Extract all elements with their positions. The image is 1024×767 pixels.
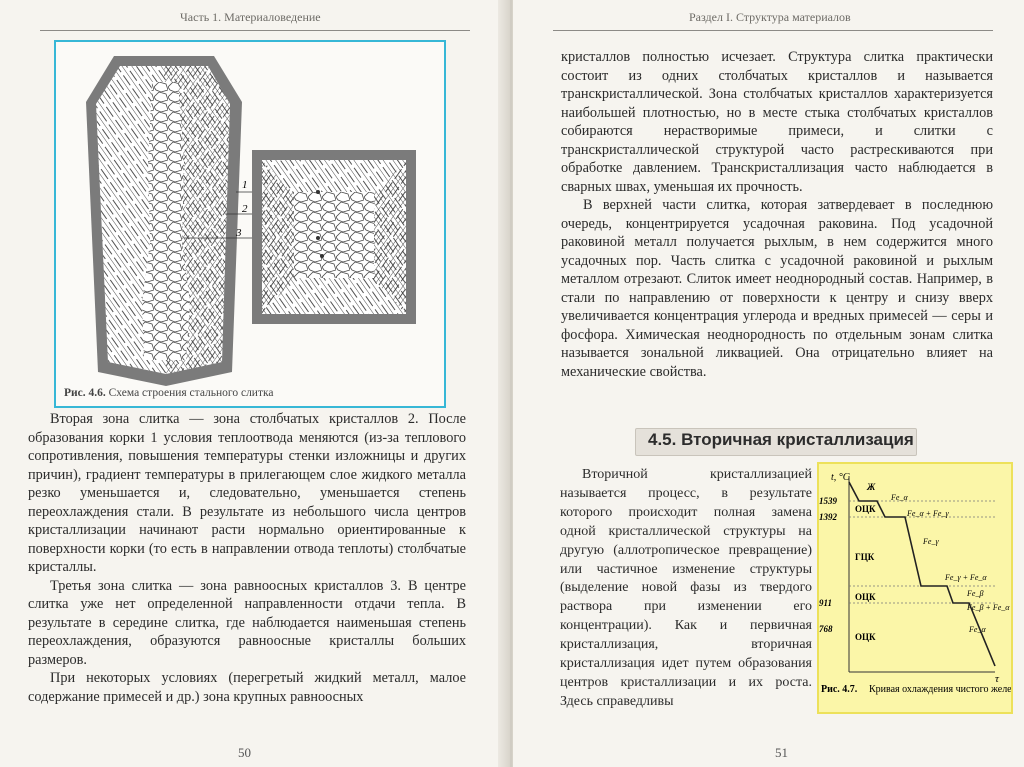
cooling-curve-chart: [817, 462, 1013, 714]
curve-label-fe-gamma-alpha: Fe_γ + Fe_α: [945, 573, 987, 582]
curve-label-fe-beta-alpha: Fe_β + Fe_α: [967, 603, 1010, 612]
x-axis-label: τ: [995, 673, 999, 685]
tick-1539: 1539: [819, 496, 837, 506]
curve-label-fe-alpha-gamma: Fe_α + Fe_γ: [907, 509, 949, 518]
section-title: 4.5. Вторичная кристаллизация: [648, 430, 914, 449]
secondary-crystallization-text: [560, 466, 812, 712]
page-number: 50: [238, 745, 251, 760]
figure-ingot-structure: [54, 40, 446, 408]
paragraph-third-zone: Третья зона слитка — зона равноосных кристаллов 3. В центре слитка уже нет определенной направленности отдачи тепла. В результате в середине слитка, где наблюдается наименьшая степень переохлаждения, образуются равноосные кристаллы больших размеров.: [28, 577, 466, 668]
phase-bcc-delta: ОЦК: [855, 504, 876, 514]
tick-768: 768: [819, 624, 833, 634]
chart-caption-label: Рис. 4.7.: [821, 684, 858, 695]
curve-label-fe-gamma: Fe_γ: [923, 537, 939, 546]
paragraph-secondary: Вторичной кристаллизацией называется процесс, в результате которого происходит полная замена одной кристаллической структуры на другую (аллотропическое превращение) или частичное изменение структуры (выделение новой фазы из твердого раствора при изменении его концентрации). Как и первичная кристаллизация, вторичная кристаллизация идет путем образования центров кристаллизации и их роста. Здесь справедливы: [560, 467, 812, 709]
cooling-curve-plot: [819, 464, 1011, 712]
curve-label-fe-beta: Fe_β: [967, 589, 984, 598]
phase-liquid: Ж: [867, 482, 876, 492]
curve-label-fe-alpha-top: Fe_α: [891, 493, 908, 502]
paragraph-shrinkage: В верхней части слитка, которая затвердевает в последнюю очередь, концентрируется усадочная раковина. Под усадочной раковиной металл получается рыхлым, в нем содержится много усадочных пор. Часть слитка с усадочной раковиной и рыхлым металлом отрезают. Слиток имеет неоднородный состав. Например, в стали по направлению от поверхности к центру и снизу вверх увеличивается концентрация углерода и вредных примесей — серы и фосфора. Химическая неоднородность по отдельным зонам слитка называется зональной ликвацией. Она отрицательно влияет на механические свойства.: [561, 197, 993, 380]
running-head: Часть 1. Материаловедение: [180, 10, 321, 24]
paragraph-conditions: При некоторых условиях (перегретый жидкий металл, малое содержание примесей и др.) зона крупных равноосных: [28, 670, 466, 705]
figure-caption: [64, 387, 274, 399]
figure-caption-text: Схема строения стального слитка: [108, 387, 274, 399]
header-rule: [40, 30, 470, 31]
paragraph-transcrystallization: кристаллов полностью исчезает. Структура слитка практически состоит из одних столбчатых кристаллов и называется транскристаллической. Зона столбчатых кристаллов характеризуется наибольшей плотностью, но в месте стыка столбчатых кристаллов собираются нерастворимые примеси, и слитки с транскристаллической структурой часто растрескиваются при обработке давлением. Транскристаллизация часто наблюдается в сварных швах, уменьшая их прочность.: [561, 49, 993, 195]
tick-911: 911: [819, 598, 833, 608]
phase-fcc: ГЦК: [855, 552, 875, 562]
chart-caption-text: Кривая охлаждения чистого железа: [869, 684, 1011, 695]
right-body-text: [561, 48, 993, 381]
left-body-text: [28, 410, 466, 706]
phase-bcc-beta: ОЦК: [855, 592, 876, 602]
figure-label-3: 3: [236, 227, 242, 239]
paragraph-second-zone: Вторая зона слитка — зона столбчатых кристаллов 2. После образования корки 1 условия теплоотвода меняются (из-за теплового сопротивления, повышения температуры стенки изложницы и других причин), градиент температуры в прилегающем слое жидкого металла резко уменьшается и, следовательно, уменьшается степень переохлаждения стали. В результате из небольшого числа центров кристаллизации начинают расти нормально ориентированные к поверхности корки (то есть в направлении отвода теплоты) столбчатые кристаллы.: [28, 411, 466, 575]
page-number: 51: [775, 745, 788, 760]
curve-label-fe-alpha-bottom: Fe_α: [969, 625, 986, 634]
y-axis-label: t, °C: [831, 472, 850, 483]
phase-bcc-alpha: ОЦК: [855, 632, 876, 642]
tick-1392: 1392: [819, 512, 837, 522]
figure-label-2: 2: [242, 203, 248, 215]
figure-caption-label: Рис. 4.6.: [64, 387, 106, 399]
left-page: [0, 0, 506, 767]
figure-label-1: 1: [242, 179, 248, 191]
ingot-illustration: [56, 42, 444, 406]
running-head: Раздел I. Структура материалов: [689, 10, 851, 24]
header-rule: [553, 30, 993, 31]
